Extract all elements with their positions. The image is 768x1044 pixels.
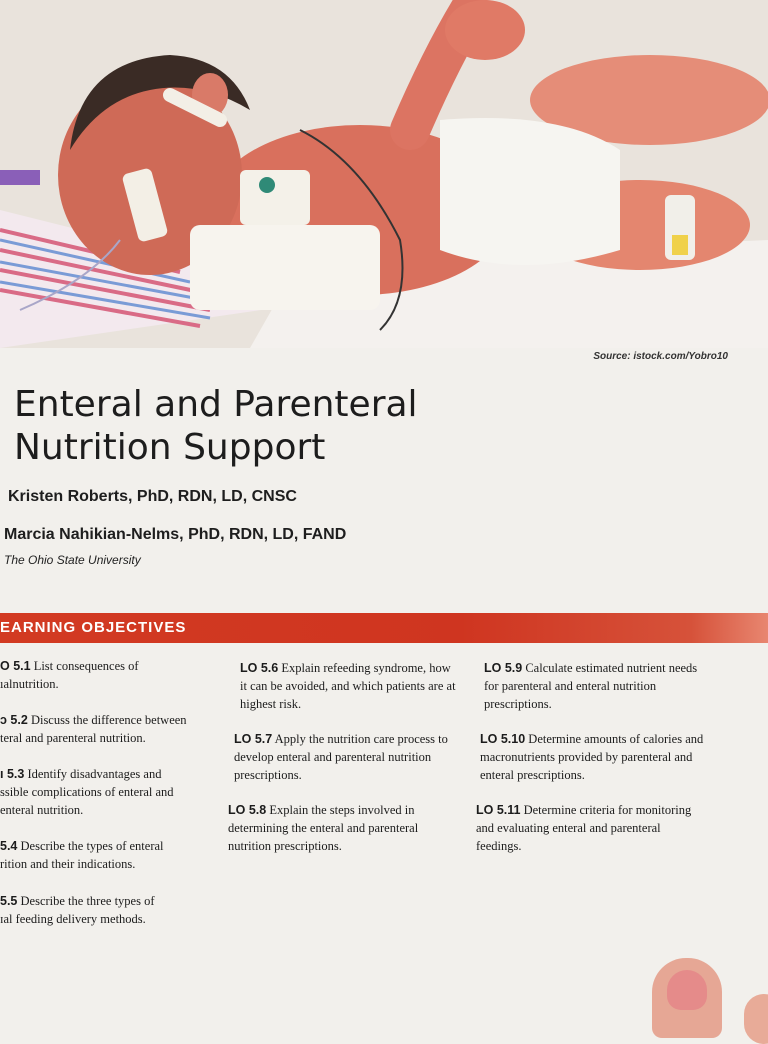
objective-code: LO 5.10 (480, 732, 526, 746)
fingernail-image (667, 970, 707, 1010)
objective-code: LO 5.6 (240, 661, 279, 675)
chapter-title-line-2: Nutrition Support (14, 427, 326, 468)
photo-source-credit: Source: istock.com/Yobro10 (593, 351, 728, 362)
author-1: Kristen Roberts, PhD, RDN, LD, CNSC (8, 488, 297, 505)
objective-text: Describe the types of enteral (20, 839, 164, 853)
objective-text: enteral nutrition. (0, 803, 84, 817)
objective-text: Explain the steps involved in determining the enteral and parenteral nutrition prescriptions. (228, 803, 419, 853)
objective-text: ıalnutrition. (0, 677, 59, 691)
objective-text: Explain refeeding syndrome, how it can be avoided, and which patients are at highest risk. (240, 661, 456, 711)
objective-5-1 (0, 657, 222, 693)
author-2: Marcia Nahikian-Nelms, PhD, RDN, LD, FAND (4, 526, 347, 543)
objective-text: Describe the three types of (20, 894, 155, 908)
objective-text: teral and parenteral nutrition. (0, 731, 146, 745)
objective-code: LO 5.7 (234, 732, 273, 746)
objective-code: LO 5.9 (484, 661, 523, 675)
objective-text: Discuss the difference between (30, 713, 187, 727)
objective-5-4 (0, 837, 222, 873)
objective-code: ı 5.3 (0, 767, 25, 781)
objective-text: Apply the nutrition care process to develop enteral and parenteral nutrition prescriptions. (234, 732, 448, 782)
objective-5-9 (484, 659, 710, 713)
objective-code: 5.4 (0, 839, 18, 853)
finger-image (744, 994, 768, 1044)
objective-text: Determine amounts of calories and macronutrients provided by parenteral and enteral prescriptions. (480, 732, 704, 782)
chapter-title (14, 383, 418, 469)
objective-code: LO 5.8 (228, 803, 267, 817)
objective-5-10 (480, 730, 712, 784)
objective-code: LO 5.11 (476, 803, 521, 817)
infant-photo-illustration (0, 0, 768, 348)
objective-text: rition and their indications. (0, 857, 136, 871)
objective-5-11 (476, 801, 704, 855)
objective-text: Determine criteria for monitoring and evaluating enteral and parenteral feedings. (476, 803, 692, 853)
objective-5-3 (0, 765, 222, 819)
objective-text: ɪal feeding delivery methods. (0, 912, 146, 926)
chapter-photo (0, 0, 768, 348)
objective-5-5 (0, 892, 222, 928)
chapter-title-line-1: Enteral and Parenteral (14, 384, 418, 425)
author-affiliation: The Ohio State University (4, 553, 141, 567)
objective-code: ↄ 5.2 (0, 713, 28, 727)
objective-code: O 5.1 (0, 659, 31, 673)
objective-text: ssible complications of enteral and (0, 785, 174, 799)
objective-text: Calculate estimated nutrient needs for parenteral and enteral nutrition prescriptions. (484, 661, 698, 711)
objective-text: Identify disadvantages and (27, 767, 162, 781)
objective-5-2 (0, 711, 222, 747)
objective-5-6 (240, 659, 458, 713)
objective-5-8 (228, 801, 456, 855)
learning-objectives-heading: EARNING OBJECTIVES (0, 619, 187, 636)
objective-text: List consequences of (33, 659, 139, 673)
objective-code: 5.5 (0, 894, 18, 908)
objective-5-7 (234, 730, 456, 784)
